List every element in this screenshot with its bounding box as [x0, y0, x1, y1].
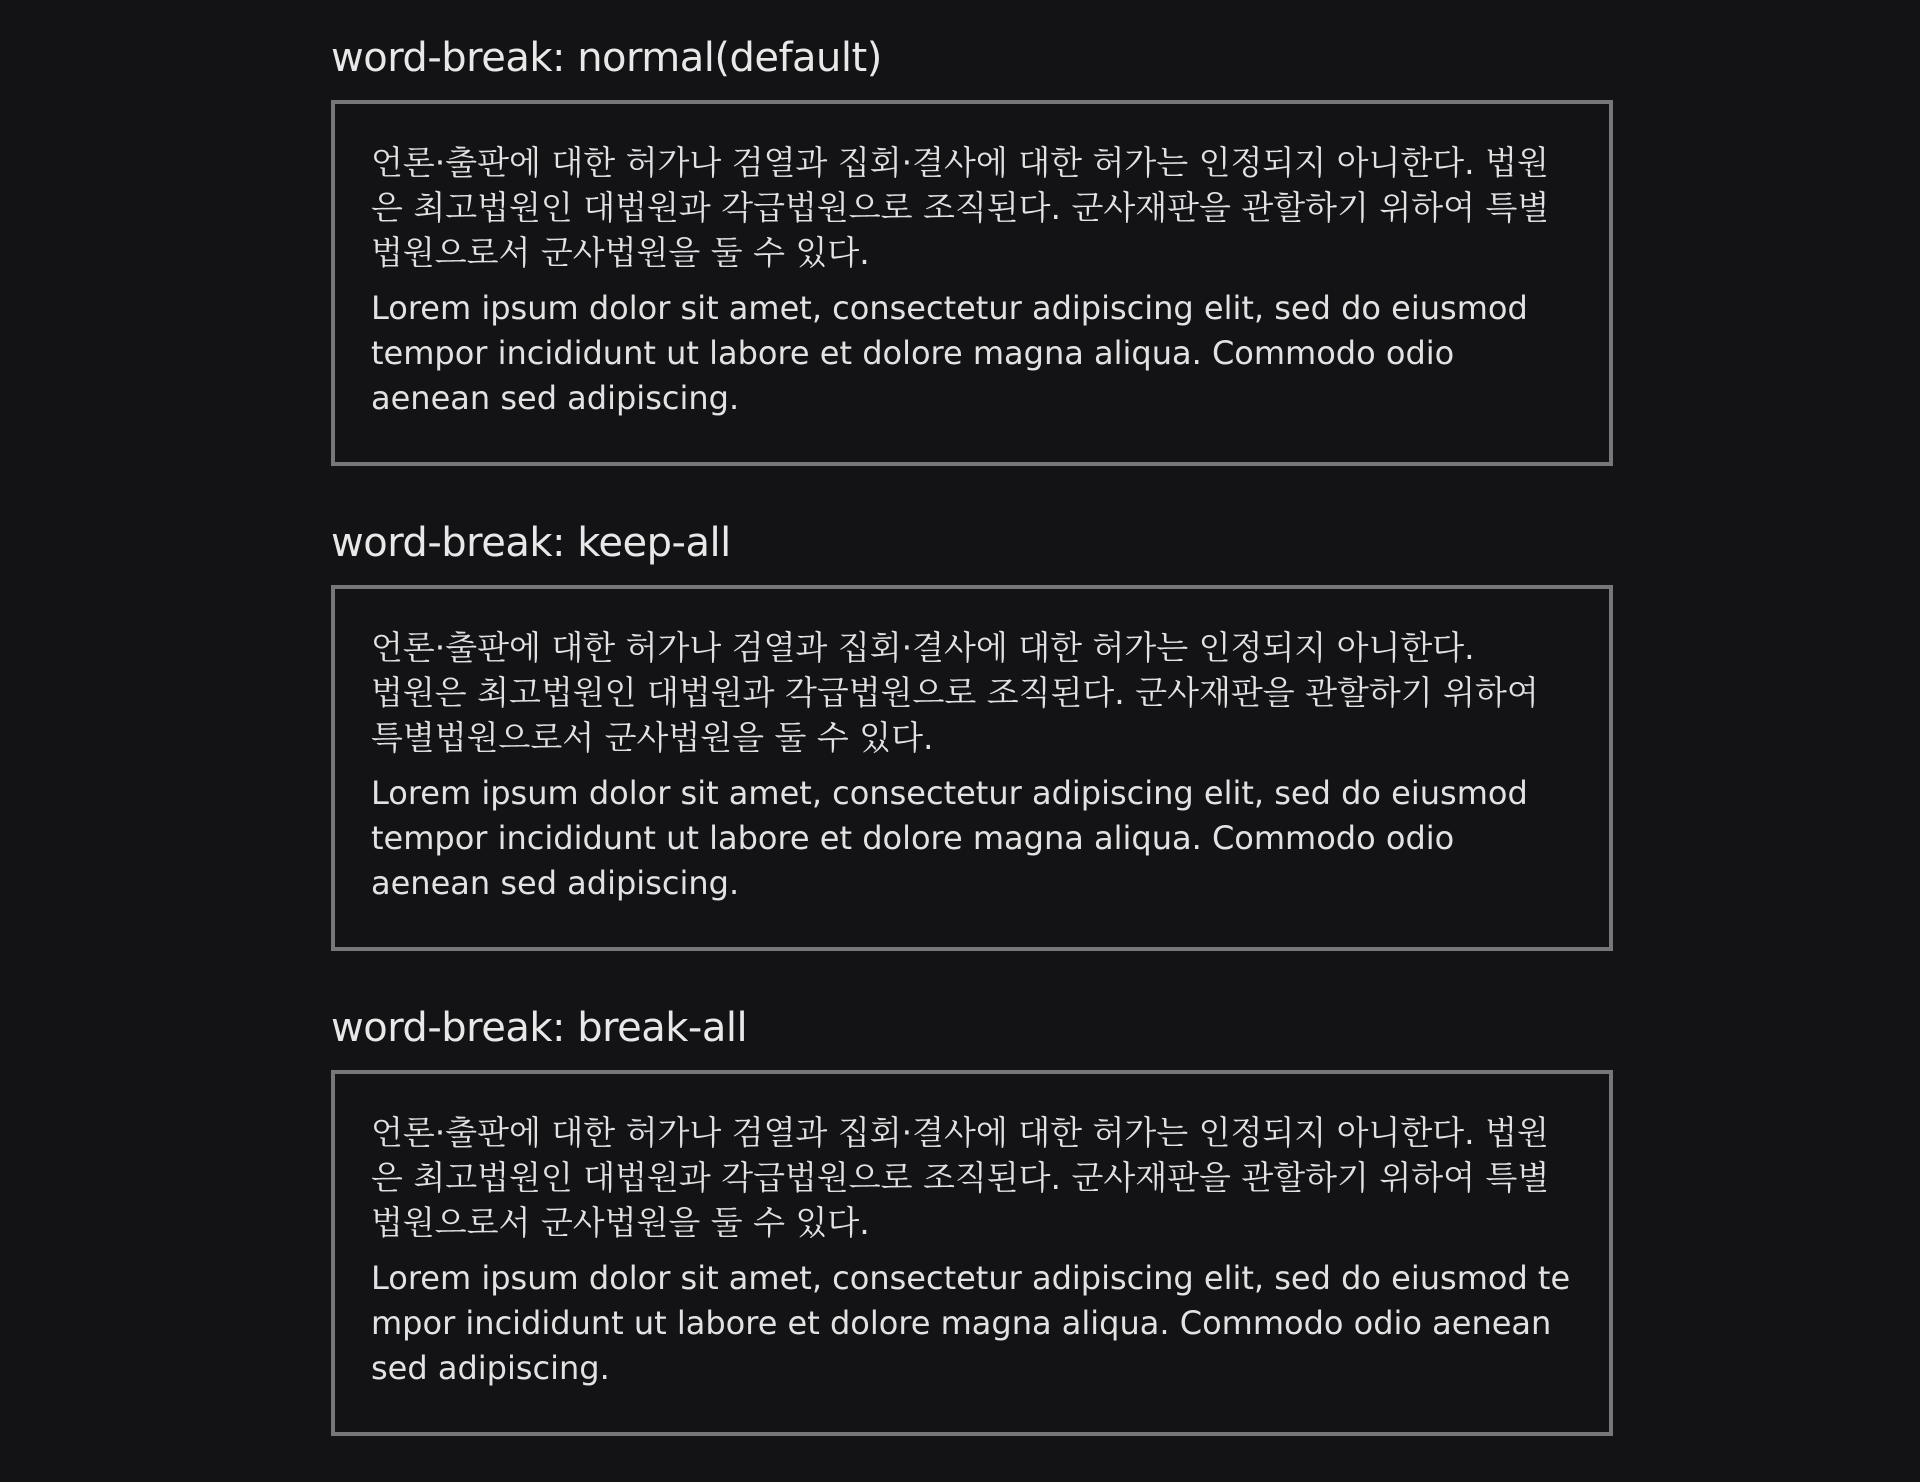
demo-box: [331, 100, 1613, 466]
section-word-break-keep-all: [331, 515, 1613, 951]
section-word-break-break-all: [331, 1000, 1613, 1436]
section-heading: word-break: normal(default): [331, 35, 882, 81]
latin-paragraph: Lorem ipsum dolor sit amet, consectetur adipiscing elit, sed do eiusmod tempor incididunt ut labore et dolore magna aliqua. Commodo odio aenean sed adipiscing.: [371, 289, 1528, 417]
korean-paragraph: 언론·출판에 대한 허가나 검열과 집회·결사에 대한 허가는 인정되지 아니한다. 법원은 최고법원인 대법원과 각급법원으로 조직된다. 군사재판을 관할하기 위하여 특별법원으로서 군사법원을 둘 수 있다.: [371, 143, 1550, 272]
section-heading: word-break: break-all: [331, 1005, 748, 1051]
korean-paragraph: 언론·출판에 대한 허가나 검열과 집회·결사에 대한 허가는 인정되지 아니한다. 법원은 최고법원인 대법원과 각급법원으로 조직된다. 군사재판을 관할하기 위하여 특별법원으로서 군사법원을 둘 수 있다.: [371, 1113, 1550, 1242]
section-heading: word-break: keep-all: [331, 520, 731, 566]
latin-paragraph: Lorem ipsum dolor sit amet, consectetur adipiscing elit, sed do eiusmod tempor incididunt ut labore et dolore magna aliqua. Commodo odio aenean sed adipiscing.: [371, 1259, 1571, 1387]
korean-paragraph: 언론·출판에 대한 허가나 검열과 집회·결사에 대한 허가는 인정되지 아니한다. 법원은 최고법원인 대법원과 각급법원으로 조직된다. 군사재판을 관할하기 위하여 특별법원으로서 군사법원을 둘 수 있다.: [371, 628, 1539, 757]
latin-paragraph: Lorem ipsum dolor sit amet, consectetur adipiscing elit, sed do eiusmod tempor incididunt ut labore et dolore magna aliqua. Commodo odio aenean sed adipiscing.: [371, 774, 1528, 902]
section-word-break-normal: [331, 30, 1613, 466]
demo-box: [331, 585, 1613, 951]
demo-box: [331, 1070, 1613, 1436]
